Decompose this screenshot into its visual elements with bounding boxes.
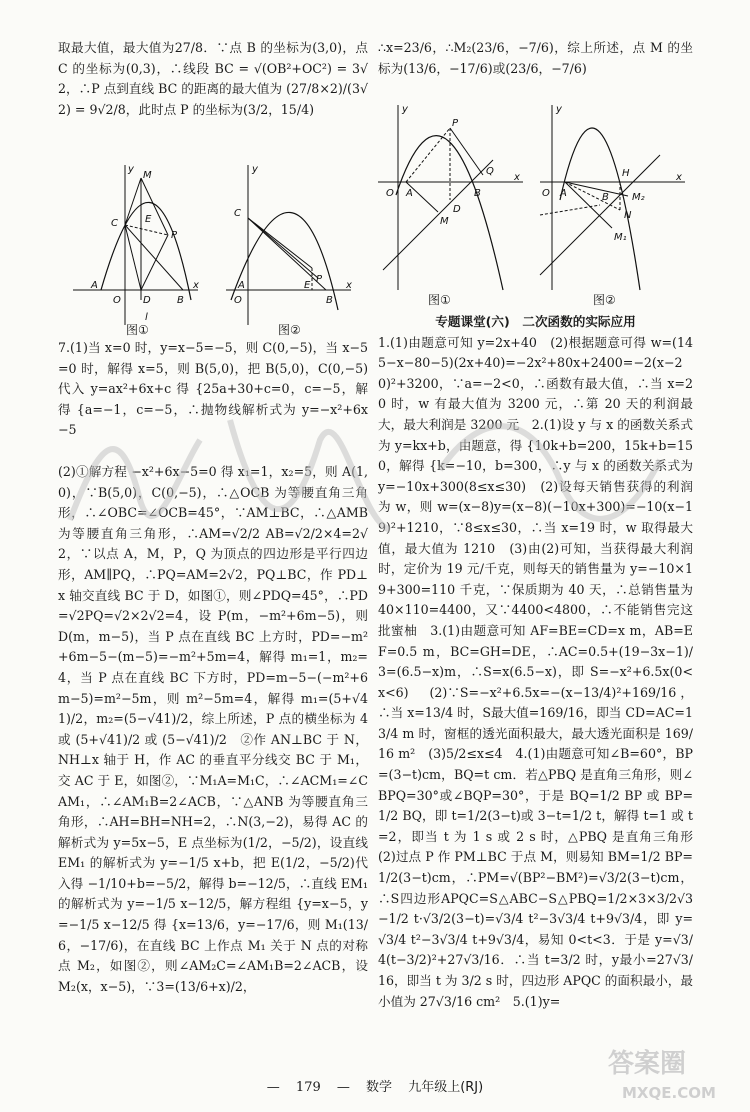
- svg-text:O: O: [234, 295, 242, 306]
- svg-text:B: B: [602, 192, 609, 203]
- svg-text:y: y: [128, 164, 134, 175]
- footer-subject: 数学: [366, 1080, 393, 1095]
- right-figure-2: [540, 100, 690, 290]
- right-figure-1-caption: 图①: [428, 293, 451, 307]
- svg-text:M: M: [143, 170, 152, 181]
- svg-text:x: x: [346, 280, 352, 291]
- svg-text:MXQE.COM: MXQE.COM: [622, 1084, 716, 1102]
- footer-dash-left: —: [266, 1080, 280, 1095]
- right-figures: [378, 100, 693, 310]
- svg-text:M₁: M₁: [614, 232, 627, 243]
- svg-text:P: P: [316, 274, 323, 285]
- solution-7-part2: (2)①解方程 −x²+6x−5=0 得 x₁=1，x₂=5，则 A(1,0)，∵B(5,0)，C(0,−5)，∴△OCB 为等腰直角三角形，∴∠OBC=∠OCB=45°，∵AM⊥BC，∴△AMB 为等腰直角三角形，∴AM=√2/2 AB=√2/2×4=2√2，∵以点 A，M，P，Q 为顶点的四边形是平行四边形，AM∥PQ，∴PQ=AM=2√2，PQ⊥BC，作 PD⊥x 轴交直线 BC 于 D，如图①，则∠PDQ=45°，∴PD=√2PQ=√2×2√2=4，设 P(m，−m²+6m−5)，则 D(m，m−5)，当 P 点在直线 BC 上方时，PD=−m²+6m−5−(m−5)=−m²+5m=4，解得 m₁=1，m₂=4，当 P 点在直线 BC 下方时，PD=m−5−(−m²+6m−5)=m²−5m，则 m²−5m=4，解得 m₁=(5+√41)/2，m₂=(5−√41)/2，综上所述，P 点的横坐标为 4 或 (5+√41)/2 或 (5−√41)/2 ②作 AN⊥BC 于 N，NH⊥x 轴于 H，作 AC 的垂直平分线交 BC 于 M₁，交 AC 于 E，如图②，∵M₁A=M₁C，∴∠ACM₁=∠CAM₁，∴∠AM₁B=2∠ACB，∵△ANB 为等腰直角三角形，∴AH=BH=NH=2，∴N(3,−2)，易得 AC 的解析式为 y=5x−5，E 点坐标为(1/2，−5/2)，设直线 EM₁ 的解析式为 y=−1/5 x+b，把 E(1/2，−5/2)代入得 −1/10+b=−5/2，解得 b=−12/5，∴直线 EM₁ 的解析式为 y=−1/5 x−12/5，解方程组 {y=x−5，y=−1/5 x−12/5 得 {x=13/6，y=−17/6，则 M₁(13/6，−17/6)，在直线 BC 上作点 M₁ 关于 N 点的对称点 M₂，如图②，则∠AM₂C=∠AM₁B=2∠ACB，设 M₂(x，x−5)，∵3=(13/6+x)/2，: [58, 464, 373, 994]
- svg-text:x: x: [193, 280, 199, 291]
- right-figure-1: [378, 100, 528, 290]
- svg-text:x: x: [514, 172, 520, 183]
- watermark-logo: [600, 1040, 740, 1110]
- svg-text:A: A: [91, 280, 98, 291]
- svg-text:B: B: [474, 188, 481, 199]
- left-figure-2-caption: 图②: [278, 323, 301, 337]
- svg-text:C: C: [111, 218, 118, 229]
- svg-text:C: C: [234, 208, 241, 219]
- solution-7-ending: ∴x=23/6，∴M₂(23/6，−7/6)，综上所述，点 M 的坐标为(13/6，−17/6)或(23/6，−7/6): [378, 40, 693, 76]
- svg-text:M₂: M₂: [632, 192, 645, 203]
- svg-text:D: D: [143, 295, 151, 306]
- svg-text:O: O: [113, 295, 121, 306]
- svg-text:B: B: [177, 295, 184, 306]
- right-figure-2-caption: 图②: [593, 293, 616, 307]
- svg-text:E: E: [304, 280, 311, 291]
- svg-text:y: y: [402, 104, 408, 115]
- svg-text:O: O: [386, 188, 394, 199]
- svg-text:y: y: [252, 164, 258, 175]
- svg-text:P: P: [171, 230, 178, 241]
- svg-text:y: y: [556, 104, 562, 115]
- section-title: 专题课堂(六) 二次函数的实际应用: [435, 314, 636, 329]
- svg-text:D: D: [453, 204, 461, 215]
- left-figure-2: [226, 160, 356, 325]
- footer-grade: 九年级上(RJ): [408, 1080, 484, 1095]
- svg-text:H: H: [622, 168, 630, 179]
- svg-text:O: O: [542, 188, 550, 199]
- svg-text:N: N: [624, 210, 632, 221]
- svg-text:B: B: [326, 295, 333, 306]
- svg-text:A: A: [560, 188, 567, 199]
- solution-6-tail: 取最大值，最大值为27/8．∵点 B 的坐标为(3,0)，点 C 的坐标为(0,3)，∴线段 BC = √(OB²+OC²) = 3√2，∴P 点到直线 BC 的距离的最大值为 (27/8×2)/(3√2) = 9√2/8，此时点 P 的坐标为(3/2，15/4): [58, 40, 373, 117]
- page-number: 179: [295, 1080, 321, 1095]
- special-topic-solutions: 1.(1)由题意可知 y=2x+40 (2)根据题意可得 w=(145−x−80−5)(2x+40)=−2x²+80x+2400=−2(x−20)²+3200，∵a=−2<0，∴函数有最大值，∴当 x=20 时，w 有最大值为 3200 元，∴第 20 天的利润最大，最大利润是 3200 元 2.(1)设 y 与 x 的函数关系式为 y=kx+b，由题意，得 {10k+b=200，15k+b=150，解得 {k=−10，b=300，∴y 与 x 的函数关系式为 y=−10x+300(8≤x≤30) (2)设每天销售获得的利润为 w，则 w=(x−8)y=(x−8)(−10x+300)=−10(x−19)²+1210，∵8≤x≤30，∴当 x=19 时，w 取得最大值，最大值为 1210 (3)由(2)可知，当获得最大利润时，定价为 19 元/千克，则每天的销售量为 y=−10×19+300=110 千克，∵保质期为 40 天，∴总销售量为 40×110=4400，又∵4400<4800，∴不能销售完这批蜜柚 3.(1)由题意可知 AF=BE=CD=x m，AB=EF=0.5 m，BC=GH=DE，∴AC=0.5+(19−3x−1)/3=(6.5−x)m，∴S=x(6.5−x)，即 S=−x²+6.5x(0<x<6) (2)∵S=−x²+6.5x=−(x−13/4)²+169/16，∴当 x=13/4 时，S最大值=169/16，即当 CD=AC=13/4 m 时，窗框的透光面积最大，最大透光面积是 169/16 m² (3)5/2≤x≤4 4.(1)由题意可知∠B=60°，BP=(3−t)cm，BQ=t cm．若△PBQ 是直角三角形，则∠BPQ=30°或∠BQP=30°，于是 BQ=1/2 BP 或 BP=1/2 BQ，即 t=1/2(3−t)或 3−t=1/2 t，解得 t=1 或 t=2，即当 t 为 1 s 或 2 s 时，△PBQ 是直角三角形 (2)过点 P 作 PM⊥BC 于点 M，则易知 BM=1/2 BP=1/2(3−t)cm，∴PM=√(BP²−BM²)=√3/2(3−t)cm，∴S四边形APQC=S△ABC−S△PBQ=1/2×3×3/2√3−1/2 t·√3/2(3−t)=√3/4 t²−3√3/4 t+9√3/4，即 y=√3/4 t²−3√3/4 t+9√3/4，易知 0<t<3．于是 y=√3/4(t−3/2)²+27√3/16．∴当 t=3/2 时，y最小=27√3/16，即当 t 为 3/2 s 时，四边形 APQC 的面积最小，最小值为 27√3/16 cm² 5.(1)y=: [378, 334, 706, 1009]
- solution-7-part1: 7.(1)当 x=0 时，y=x−5=−5，则 C(0,−5)，当 x−5=0 时，解得 x=5，则 B(5,0)，把 B(5,0)，C(0,−5)代入 y=ax²+6x+c 得 {25a+30+c=0，c=−5，解得 {a=−1，c=−5，∴抛物线解析式为 y=−x²+6x−5: [58, 340, 368, 438]
- left-figure-1-caption: 图①: [126, 323, 149, 337]
- handwriting-overlay: [60, 380, 670, 580]
- svg-text:M: M: [440, 216, 449, 227]
- left-figure-1: [73, 160, 203, 325]
- footer-dash-right: —: [336, 1080, 350, 1095]
- svg-text:P: P: [452, 118, 459, 129]
- svg-text:E: E: [145, 214, 152, 225]
- svg-text:A: A: [406, 188, 413, 199]
- svg-text:x: x: [676, 172, 682, 183]
- left-figures: [58, 160, 368, 338]
- svg-text:答案圈: 答案圈: [608, 1049, 687, 1079]
- svg-text:l: l: [145, 312, 148, 323]
- svg-text:A: A: [238, 280, 245, 291]
- svg-text:Q: Q: [486, 166, 494, 177]
